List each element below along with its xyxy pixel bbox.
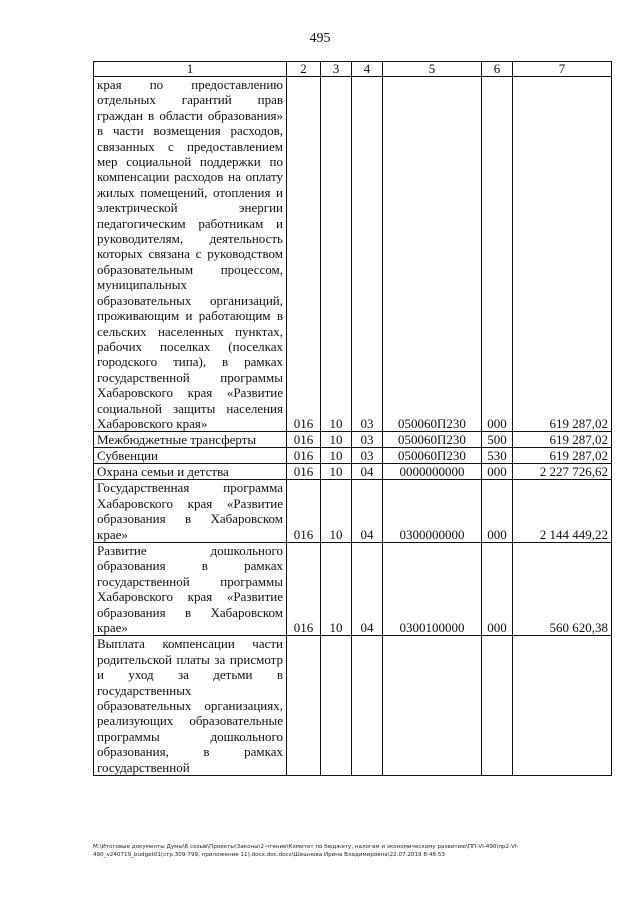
row-description: края по предоставлению отдельных гарантий прав граждан в области образования» в части возмещения расходов, связанных с предоставлением мер социальной поддержки по компенсации расходов на оплату жилых помещений, отопления и электрической энергии педагогическим работникам и руководителям, деятельность которых связана с руководством образовательным процессом, муниципальных образовательных организаций, проживающим и работающим в сельских населенных пунктах, рабочих поселках (поселках городского типа), в рамках государственной программы Хабаровского края «Развитие социальной защиты населения Хабаровского края» bbox=[94, 77, 287, 432]
table-row bbox=[94, 77, 612, 432]
cell-expense-type: 530 bbox=[482, 448, 513, 464]
cell-amount: 560 620,38 bbox=[513, 542, 612, 635]
footer-path-line-2: 490_v240719_budget01(стр.309-799, приложение 11).docx.doc.docx\Шешнова Ирина Владимировна\22.07.2019 8:48:53 bbox=[93, 852, 445, 858]
cell-ministry: 016 bbox=[287, 480, 321, 543]
col-header-4: 4 bbox=[352, 62, 383, 77]
col-header-6: 6 bbox=[482, 62, 513, 77]
cell-expense-type: 000 bbox=[482, 480, 513, 543]
page-number: 495 bbox=[309, 31, 331, 46]
cell-expense-type: 000 bbox=[482, 464, 513, 480]
cell-ministry: 016 bbox=[287, 432, 321, 448]
cell-amount: 619 287,02 bbox=[513, 432, 612, 448]
cell-target-article: 0300100000 bbox=[383, 542, 482, 635]
cell-expense-type: 500 bbox=[482, 432, 513, 448]
col-header-1: 1 bbox=[94, 62, 287, 77]
cell-subsection: 04 bbox=[352, 480, 383, 543]
row-description: Субвенции bbox=[94, 448, 287, 464]
col-header-3: 3 bbox=[321, 62, 352, 77]
cell-target-article: 0000000000 bbox=[383, 464, 482, 480]
cell-subsection: 04 bbox=[352, 464, 383, 480]
cell-amount: 2 227 726,62 bbox=[513, 464, 612, 480]
cell-section: 10 bbox=[321, 432, 352, 448]
cell-amount: 2 144 449,22 bbox=[513, 480, 612, 543]
cell-target-article: 050060П230 bbox=[383, 432, 482, 448]
table-row bbox=[94, 480, 612, 543]
cell-amount bbox=[513, 636, 612, 776]
cell-expense-type: 000 bbox=[482, 542, 513, 635]
budget-table bbox=[93, 61, 612, 776]
table-row bbox=[94, 448, 612, 464]
cell-ministry: 016 bbox=[287, 464, 321, 480]
cell-amount: 619 287,02 bbox=[513, 77, 612, 432]
cell-ministry: 016 bbox=[287, 448, 321, 464]
cell-subsection: 04 bbox=[352, 542, 383, 635]
cell-target-article bbox=[383, 636, 482, 776]
col-header-2: 2 bbox=[287, 62, 321, 77]
cell-subsection bbox=[352, 636, 383, 776]
col-header-5: 5 bbox=[383, 62, 482, 77]
cell-subsection: 03 bbox=[352, 432, 383, 448]
row-description: Государственная программа Хабаровского края «Развитие образования в Хабаровском крае» bbox=[94, 480, 287, 543]
cell-ministry bbox=[287, 636, 321, 776]
col-header-7: 7 bbox=[513, 62, 612, 77]
document-path-footer bbox=[93, 843, 623, 859]
row-description: Выплата компенсации части родительской платы за присмотр и уход за детьми в государственных образовательных организациях, реализующих образовательные программы дошкольного образования, в рамках государственной bbox=[94, 636, 287, 776]
cell-ministry: 016 bbox=[287, 542, 321, 635]
cell-expense-type bbox=[482, 636, 513, 776]
cell-section: 10 bbox=[321, 77, 352, 432]
table-row bbox=[94, 542, 612, 635]
cell-ministry: 016 bbox=[287, 77, 321, 432]
header-row bbox=[94, 62, 612, 77]
cell-section: 10 bbox=[321, 542, 352, 635]
cell-section: 10 bbox=[321, 480, 352, 543]
cell-target-article: 0300000000 bbox=[383, 480, 482, 543]
cell-section: 10 bbox=[321, 464, 352, 480]
row-description: Межбюджетные трансферты bbox=[94, 432, 287, 448]
cell-section bbox=[321, 636, 352, 776]
table-row bbox=[94, 432, 612, 448]
cell-subsection: 03 bbox=[352, 448, 383, 464]
cell-amount: 619 287,02 bbox=[513, 448, 612, 464]
row-description: Охрана семьи и детства bbox=[94, 464, 287, 480]
footer-path-line-1: M:\Итоговые документы Думы\6 созыв\Проекты\Законы\2 чтение\Комитет по бюджету, налогам и экономическому развитию\ПП-VI-490\пр2-VI- bbox=[93, 844, 519, 850]
row-description: Развитие дошкольного образования в рамках государственной программы Хабаровского края «Развитие образования в Хабаровском крае» bbox=[94, 542, 287, 635]
cell-subsection: 03 bbox=[352, 77, 383, 432]
table-row bbox=[94, 464, 612, 480]
cell-target-article: 050060П230 bbox=[383, 448, 482, 464]
table-row bbox=[94, 636, 612, 776]
cell-target-article: 050060П230 bbox=[383, 77, 482, 432]
cell-expense-type: 000 bbox=[482, 77, 513, 432]
cell-section: 10 bbox=[321, 448, 352, 464]
